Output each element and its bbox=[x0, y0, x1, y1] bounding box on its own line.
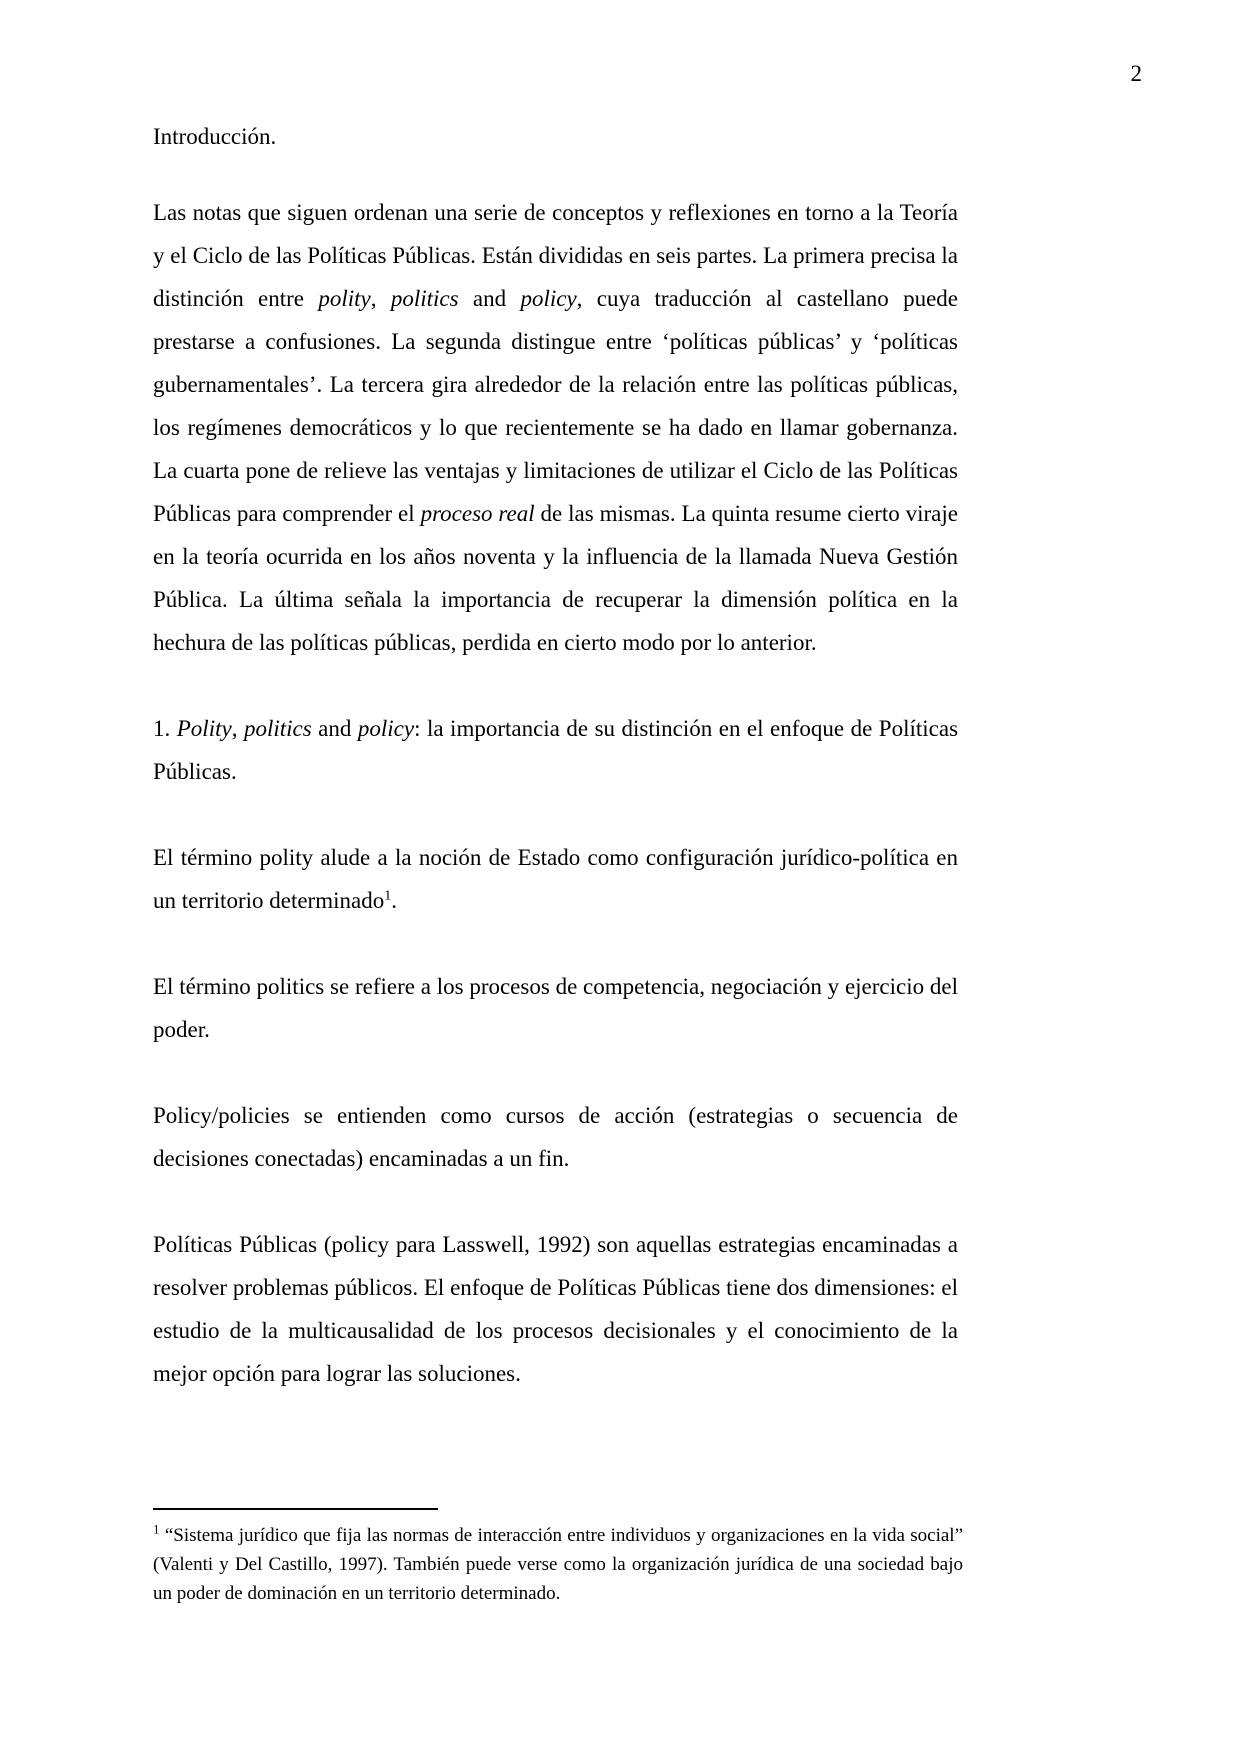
footnote-body-text: “Sistema jurídico que fija las normas de interacción entre individuos y organizaciones en la vida social” (Valenti y Del Castillo, 1997). También puede verse como la organización jurídica de una sociedad bajo un poder de dominación en un territorio determinado. bbox=[153, 1525, 964, 1604]
paragraph-policy-definition bbox=[153, 1094, 958, 1180]
text-run: , bbox=[231, 716, 244, 741]
spacer bbox=[153, 922, 958, 965]
text-run: Las notas que siguen ordenan una serie de conceptos y reflexiones en torno a la Teoría y el Ciclo de las Políticas Públicas. Están divididas en seis partes. La primera precisa la distinción entre bbox=[153, 200, 958, 311]
text-run: El término polity alude a la noción de Estado como configuración jurídico-política en un territorio determinado bbox=[153, 845, 958, 913]
text-run: : la importancia de su distinción en el enfoque de Políticas Públicas. bbox=[153, 716, 959, 784]
footnote-area bbox=[153, 1508, 963, 1608]
text-run-italic: policy bbox=[520, 286, 577, 311]
paragraph-intro-body bbox=[153, 191, 958, 664]
footnote-number: 1 bbox=[153, 1521, 160, 1537]
paragraph-polity-definition bbox=[153, 836, 958, 922]
text-run-italic: politics bbox=[243, 716, 312, 741]
text-run: and bbox=[311, 716, 358, 741]
text-run: and bbox=[458, 286, 521, 311]
spacer bbox=[153, 664, 958, 707]
text-run-italic: policy bbox=[357, 716, 415, 741]
footnote-reference-marker[interactable]: 1 bbox=[384, 888, 392, 904]
footnote-separator-rule bbox=[153, 1508, 438, 1510]
spacer bbox=[153, 1051, 958, 1094]
text-run: , cuya traducción al castellano puede prestarse a confusiones. La segunda distingue entre ‘políticas públicas’ y ‘políticas gubernamentales’. La tercera gira alrededor de la relación entre las políticas públicas, los regímenes democráticos y lo que recientemente se ha dado en llamar gobernanza. La cuarta pone de relieve las ventajas y limitaciones de utilizar el Ciclo de las Políticas Públicas para comprender el bbox=[153, 286, 959, 526]
text-run-italic: politics bbox=[390, 286, 459, 311]
spacer bbox=[153, 1180, 958, 1223]
paragraph-politicas-publicas-definition bbox=[153, 1223, 958, 1395]
text-run: 1. bbox=[153, 716, 177, 741]
text-run: Policy/policies se entienden como cursos de acción (estrategias o secuencia de decisiones conectadas) encaminadas a un fin. bbox=[153, 1103, 958, 1171]
text-run-italic: Polity bbox=[176, 716, 232, 741]
spacer bbox=[153, 793, 958, 836]
text-run: . bbox=[391, 888, 397, 913]
paragraph-politics-definition bbox=[153, 965, 958, 1051]
text-run: Políticas Públicas (policy para Lasswell, 1992) son aquellas estrategias encaminadas a resolver problemas públicos. El enfoque de Políticas Públicas tiene dos dimensiones: el estudio de la multicausalidad de los procesos decisionales y el conocimiento de la mejor opción para lograr las soluciones. bbox=[153, 1232, 958, 1386]
text-run: , bbox=[370, 286, 391, 311]
section-heading-introduccion: Introducción. bbox=[153, 124, 277, 149]
text-run: de las mismas. La quinta resume cierto viraje en la teoría ocurrida en los años noventa y la influencia de la llamada Nueva Gestión Pública. La última señala la importancia de recuperar la dimensión política en la hechura de las políticas públicas, perdida en cierto modo por lo anterior. bbox=[153, 501, 958, 655]
page-number: 2 bbox=[1130, 61, 1142, 86]
text-run: El término politics se refiere a los procesos de competencia, negociación y ejercicio del poder. bbox=[153, 974, 958, 1042]
text-run-italic: polity bbox=[318, 286, 371, 311]
text-run-italic: proceso real bbox=[420, 501, 535, 526]
footnote-1 bbox=[153, 1521, 963, 1608]
paragraph-section-1-heading bbox=[153, 707, 958, 793]
spacer bbox=[153, 148, 958, 191]
page-content bbox=[153, 125, 958, 1395]
